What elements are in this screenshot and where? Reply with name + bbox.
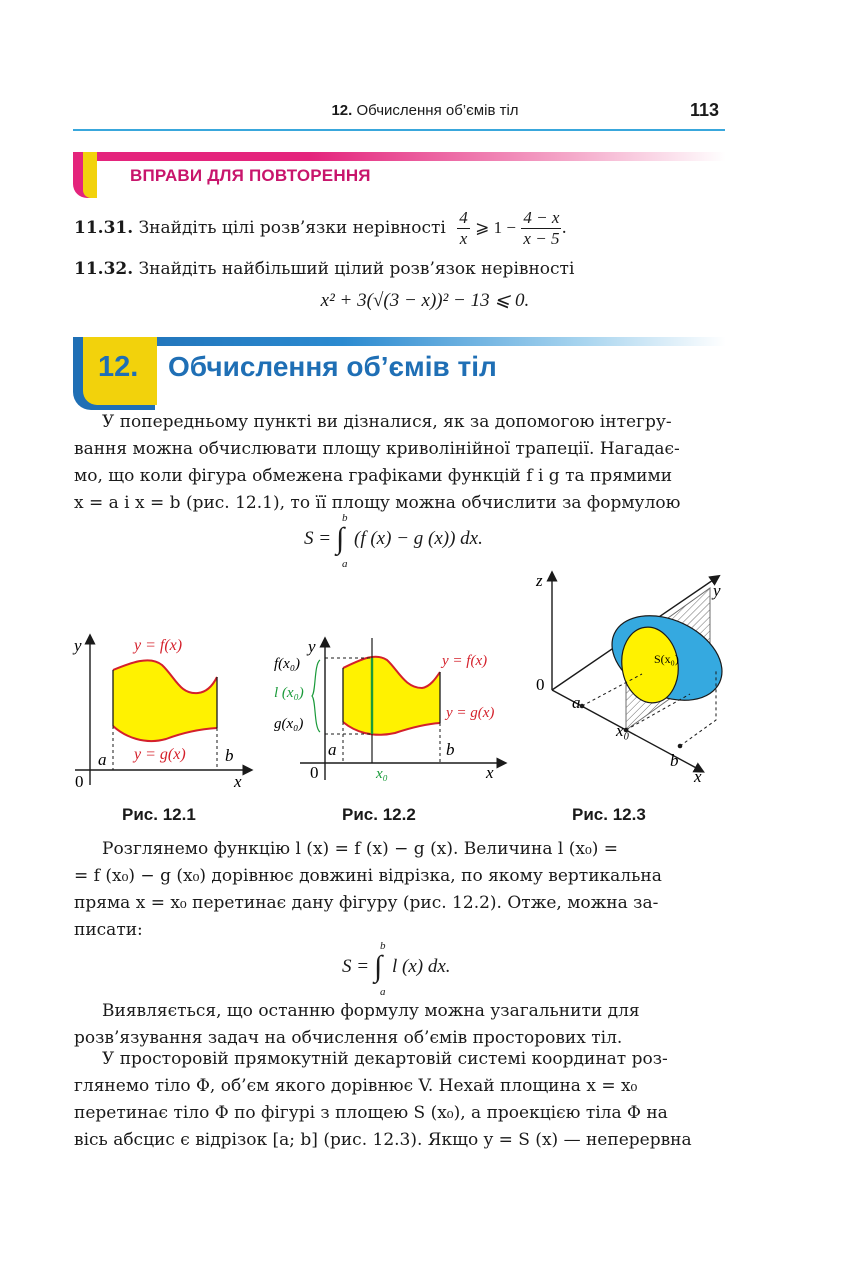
figure-12-1 — [70, 625, 260, 795]
caption-12-1: Рис. 12.1 — [122, 805, 196, 824]
label-fx0: f(x₀) — [274, 656, 301, 672]
integral-sign: ∫ — [374, 950, 383, 983]
label-origin: 0 — [310, 763, 319, 782]
label-lx0: l (x₀) — [274, 685, 304, 701]
section-number: 12. — [98, 351, 139, 383]
label-y: y — [74, 636, 82, 655]
label-origin: 0 — [536, 675, 545, 694]
label-b: b — [670, 751, 679, 770]
figure-12-3 — [530, 570, 730, 795]
fraction-4-minus-x: $\frac{4 - x}{x - 5}$ — [523, 208, 560, 248]
label-x: x — [486, 763, 494, 782]
exercises-banner-title: ВПРАВИ ДЛЯ ПОВТОРЕННЯ — [130, 166, 371, 185]
label-g: y = g(x) — [134, 746, 186, 763]
label-y: y — [713, 581, 721, 600]
exercises-banner-bar — [86, 152, 726, 161]
page-number: 113 — [690, 100, 720, 120]
label-z: z — [536, 571, 543, 590]
label-f: y = f(x) — [442, 653, 488, 669]
fraction-4-over-x: $\frac{4}{x}$ — [459, 208, 468, 248]
label-x: x — [694, 767, 702, 786]
label-f: y = f(x) — [134, 637, 183, 654]
section-title: Обчислення об’ємів тіл — [168, 351, 497, 382]
running-head-number: 12. — [331, 102, 353, 119]
paragraph-1: У попередньому пункті ви дізналися, як за допомогою інтегру- вання можна обчислювати площу криволінійної трапеції. Нагадає- мо, що коли фігура обмежена графіками функцій f і g та прямими x = a і x = b (рис. 12.1), то її площу можна обчислити за формулою — [74, 412, 681, 513]
label-a: a — [328, 740, 337, 759]
header-rule — [73, 129, 725, 131]
exercise-11-32 — [74, 259, 574, 279]
label-x0: x₀ — [376, 766, 388, 782]
running-head — [0, 102, 850, 119]
running-head-title: Обчислення об’ємів тіл — [356, 102, 519, 119]
exercises-banner-tab-inner — [83, 152, 97, 198]
formula-11-32: x² + 3(√(3 − x))² − 13 ⩽ 0. — [320, 290, 530, 311]
formula-area-integral: S = b ∫ a (f (x) − g (x)) dx. — [304, 512, 483, 570]
paragraph-3: Виявляється, що останню формулу можна узагальнити для розв’язування задач на обчислення об’ємів просторових тіл. — [74, 1001, 640, 1048]
label-origin: 0 — [75, 772, 84, 791]
brace — [312, 660, 320, 732]
paragraph-2: Розглянемо функцію l (x) = f (x) − g (x). Величина l (x₀) = = f (x₀) − g (x₀) дорівнює довжині відрізка, по якому вертикальна пряма x = x₀ перетинає дану фігуру (рис. 12.2). Отже, можна за- писати: — [74, 839, 662, 940]
formula-length-integral: S = b ∫ a l (x) dx. — [342, 940, 451, 998]
exercise-text: Знайдіть цілі розв’язки нерівності — [138, 218, 446, 238]
section-banner-bar — [86, 337, 726, 346]
formula-middle: ⩾ 1 − — [475, 218, 517, 237]
integral-sign: ∫ — [336, 522, 345, 555]
label-b: b — [225, 746, 234, 765]
exercise-11-31: 11.31. Знайдіть цілі розв’язки нерівності $\frac{4}{x}$ ⩾ 1 − $\frac{4 - x}{x - 5}$ . — [74, 208, 567, 248]
region-fill — [343, 657, 440, 735]
caption-12-2: Рис. 12.2 — [342, 805, 416, 824]
label-section: S(x₀) — [654, 652, 679, 666]
paragraph-4: У просторовій прямокутній декартовій системі координат роз- глянемо тіло Φ, об’єм якого дорівнює V. Нехай площина x = x₀ перетинає тіло Φ по фігурі з площею S (x₀), а проекцією тіла Φ на вісь абсцис є відрізок [a; b] (рис. 12.3). Якщо y = S (x) — неперервна — [74, 1049, 692, 1150]
label-y: y — [308, 637, 316, 656]
label-x: x — [234, 772, 242, 791]
label-b: b — [446, 740, 455, 759]
exercise-number: 11.31. — [74, 218, 134, 238]
label-a: a — [98, 750, 107, 769]
label-x0: x₀ — [616, 721, 630, 740]
figure-12-2 — [270, 630, 510, 790]
exercise-number: 11.32. — [74, 259, 134, 279]
label-g: y = g(x) — [446, 705, 495, 721]
caption-12-3: Рис. 12.3 — [572, 805, 646, 824]
exercise-text: Знайдіть найбільший цілий розв’язок нерівності — [138, 259, 575, 279]
label-gx0: g(x₀) — [274, 716, 304, 732]
label-a: a — [572, 693, 581, 712]
